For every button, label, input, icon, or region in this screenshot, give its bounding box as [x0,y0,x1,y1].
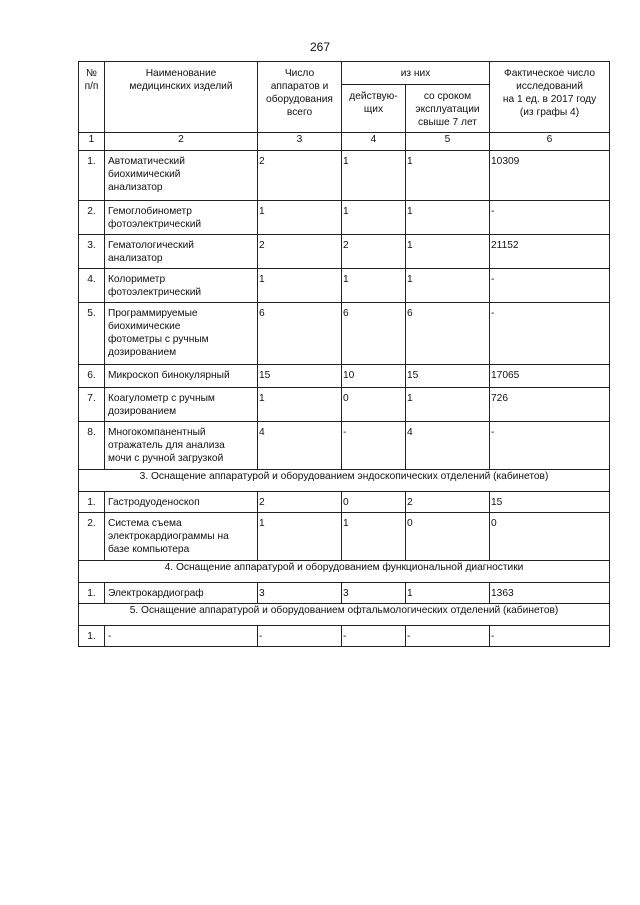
column-numbers-row [79,133,610,151]
section5-rows [79,626,610,647]
total-count: 3 [258,583,342,604]
total-count: - [258,626,342,647]
device-name: Гематологический анализатор [105,235,258,269]
over7-count: 2 [406,492,490,513]
section3-rows [79,492,610,561]
table-row [79,201,610,235]
active-count: 6 [342,303,406,365]
actual-studies: - [490,626,610,647]
actual-studies: 0 [490,513,610,561]
active-count: 10 [342,365,406,388]
section4-title-row [79,561,610,583]
device-name: Автоматический биохимический анализатор [105,151,258,201]
table-row [79,269,610,303]
active-count: 0 [342,388,406,422]
table-row [79,626,610,647]
section2-rows [79,151,610,470]
over7-count: 1 [406,201,490,235]
total-count: 1 [258,388,342,422]
over7-count: 0 [406,513,490,561]
section5-title-row [79,604,610,626]
table-row [79,388,610,422]
section4-rows [79,583,610,604]
over7-count: 1 [406,269,490,303]
row-number: 4. [79,269,105,303]
header-active: действую- щих [342,85,406,133]
actual-studies: 15 [490,492,610,513]
actual-studies: 17065 [490,365,610,388]
total-count: 4 [258,422,342,470]
colnum: 6 [490,133,610,151]
total-count: 1 [258,513,342,561]
table-row [79,151,610,201]
header-name: Наименование медицинских изделий [105,62,258,133]
row-number: 1. [79,151,105,201]
active-count: 1 [342,513,406,561]
device-name: Гемоглобинометр фотоэлектрический [105,201,258,235]
total-count: 1 [258,201,342,235]
device-name: Программируемые биохимические фотометры с ручным дозированием [105,303,258,365]
actual-studies: 726 [490,388,610,422]
row-number: 7. [79,388,105,422]
header-over7: со сроком эксплуатации свыше 7 лет [406,85,490,133]
active-count: 1 [342,269,406,303]
active-count: 2 [342,235,406,269]
header-of-them: из них [342,62,490,85]
actual-studies: - [490,269,610,303]
row-number: 2. [79,513,105,561]
active-count: - [342,422,406,470]
header-actual: Фактическое число исследований на 1 ед. в 2017 году (из графы 4) [490,62,610,133]
over7-count: 1 [406,388,490,422]
actual-studies: 21152 [490,235,610,269]
total-count: 1 [258,269,342,303]
actual-studies: - [490,422,610,470]
section4-title: 4. Оснащение аппаратурой и оборудованием функциональной диагностики [79,561,610,583]
section3-title-row [79,470,610,492]
total-count: 15 [258,365,342,388]
active-count: 1 [342,201,406,235]
header-total: Число аппаратов и оборудования всего [258,62,342,133]
total-count: 2 [258,492,342,513]
actual-studies: - [490,303,610,365]
over7-count: - [406,626,490,647]
table-row [79,235,610,269]
row-number: 6. [79,365,105,388]
table-row [79,492,610,513]
table-row [79,303,610,365]
device-name: Микроскоп бинокулярный [105,365,258,388]
total-count: 2 [258,151,342,201]
device-name: Гастродуоденоскоп [105,492,258,513]
device-name: Система съема электрокардиограммы на базе компьютера [105,513,258,561]
over7-count: 4 [406,422,490,470]
row-number: 2. [79,201,105,235]
active-count: 0 [342,492,406,513]
table-row [79,422,610,470]
device-name: Электрокардиограф [105,583,258,604]
active-count: 3 [342,583,406,604]
active-count: - [342,626,406,647]
colnum: 2 [105,133,258,151]
row-number: 5. [79,303,105,365]
equipment-table [78,61,610,647]
row-number: 1. [79,583,105,604]
table-row [79,513,610,561]
page-number: 267 [309,40,331,54]
over7-count: 1 [406,235,490,269]
header-num: № п/п [79,62,105,133]
table-row [79,365,610,388]
colnum: 1 [79,133,105,151]
device-name: Многокомпанентный отражатель для анализа мочи с ручной загрузкой [105,422,258,470]
actual-studies: 10309 [490,151,610,201]
section3-title: 3. Оснащение аппаратурой и оборудованием эндоскопических отделений (кабинетов) [79,470,610,492]
row-number: 1. [79,626,105,647]
row-number: 1. [79,492,105,513]
device-name: Коагулометр с ручным дозированием [105,388,258,422]
colnum: 3 [258,133,342,151]
over7-count: 6 [406,303,490,365]
section5-title: 5. Оснащение аппаратурой и оборудованием офтальмологических отделений (кабинетов) [79,604,610,626]
active-count: 1 [342,151,406,201]
device-name: - [105,626,258,647]
over7-count: 1 [406,583,490,604]
actual-studies: - [490,201,610,235]
colnum: 5 [406,133,490,151]
total-count: 2 [258,235,342,269]
table-row [79,583,610,604]
colnum: 4 [342,133,406,151]
header-row-1 [79,62,610,85]
over7-count: 15 [406,365,490,388]
row-number: 8. [79,422,105,470]
device-name: Колориметр фотоэлектрический [105,269,258,303]
total-count: 6 [258,303,342,365]
row-number: 3. [79,235,105,269]
actual-studies: 1363 [490,583,610,604]
over7-count: 1 [406,151,490,201]
